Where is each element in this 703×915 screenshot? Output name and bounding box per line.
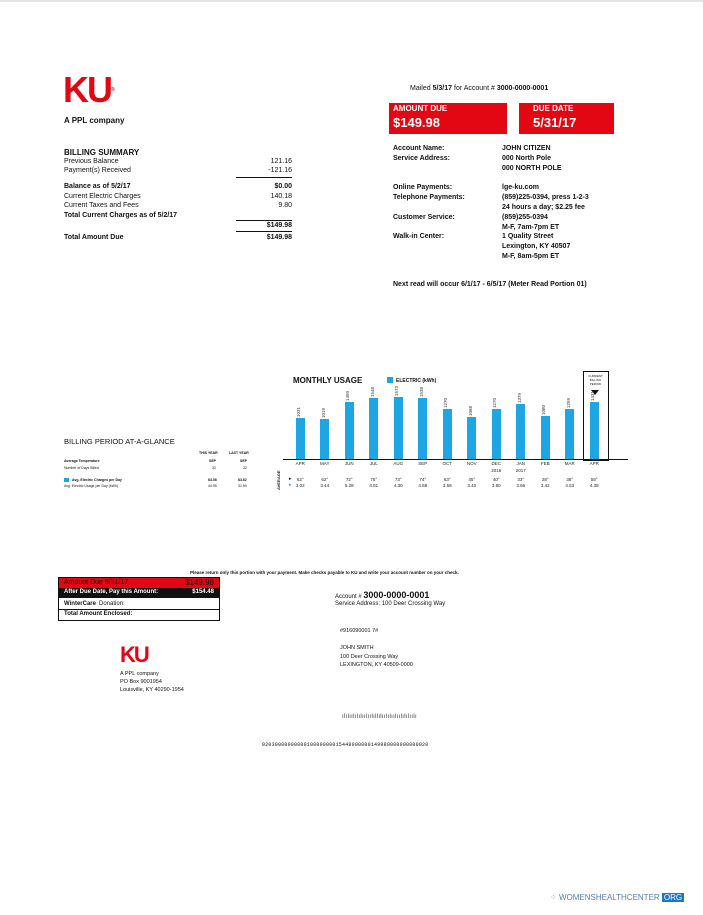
current-period-label: CURRENT BILLING PERIOD	[588, 374, 603, 386]
usage-per-day-value: 3.02	[295, 483, 305, 488]
temperature-value: 52°	[296, 477, 304, 482]
divider	[236, 231, 292, 232]
usage-bar-label: 1573	[394, 385, 400, 396]
tracking-number: #916090001 7#	[340, 628, 379, 634]
month-label: AUG	[393, 461, 404, 466]
due-date-value: 5/31/17	[533, 115, 577, 130]
watermark	[550, 893, 684, 902]
avg-charge-label: Avg. Electric Charges per Day	[72, 478, 122, 482]
telephone-payments-label: Telephone Payments:	[393, 194, 465, 201]
temperature-value: 74°	[419, 477, 427, 482]
online-payments-label: Online Payments:	[393, 184, 453, 191]
due-date-label: DUE DATE	[533, 104, 574, 113]
usage-bar	[541, 416, 550, 459]
avg-charge-last: $3.62	[238, 478, 247, 482]
return-company: A PPL company	[120, 671, 159, 677]
usage-per-day-row	[283, 483, 628, 489]
avg-temp-label: Average Temperature	[64, 459, 100, 463]
temperature-value: 73°	[394, 477, 402, 482]
wintercare-suffix: Donation:	[99, 601, 125, 607]
temperature-value: 72°	[345, 477, 353, 482]
usage-bar	[394, 397, 403, 459]
temperature-value: 40°	[492, 477, 500, 482]
month-label: DEC	[491, 461, 501, 466]
balance-label: Balance as of 5/2/17	[64, 183, 131, 190]
usage-bar	[296, 418, 305, 459]
previous-balance-value: 121.16	[270, 158, 292, 165]
usage-bar	[516, 404, 525, 459]
temperature-value: 75°	[370, 477, 378, 482]
stub-service-address: Service Address: 100 Deer Crossing Way	[335, 601, 446, 607]
dots-icon: ⁘	[550, 893, 557, 902]
balance-value: $0.00	[274, 183, 292, 190]
temperature-value: 63°	[443, 477, 451, 482]
usage-bar	[345, 402, 354, 459]
customer-name: JOHN SMITH	[340, 645, 374, 651]
account-name-label: Account Name:	[393, 145, 445, 152]
month-label: JUN	[344, 461, 354, 466]
total-due-label: Total Amount Due	[64, 234, 124, 241]
walkin-line3: M-F, 8am-5pm ET	[502, 253, 560, 260]
usage-per-day-value: 4.38	[589, 483, 599, 488]
logo-text: KU	[63, 69, 111, 110]
chart-title: MONTHLY USAGE	[293, 376, 363, 385]
account-name-value: JOHN CITIZEN	[502, 145, 551, 152]
total-due-value: $149.98	[266, 234, 292, 241]
for-account-label: for Account	[454, 85, 490, 92]
stub-account-number: 3000-0000-0001	[363, 590, 430, 600]
usage-bar-label: 1538	[418, 387, 424, 398]
usage-per-day-value: 5.28	[344, 483, 354, 488]
month-label: JAN	[516, 461, 525, 466]
taxes-label: Current Taxes and Fees	[64, 202, 139, 209]
usage-per-day-value: 4.53	[565, 483, 575, 488]
usage-chart	[283, 385, 628, 460]
days-this: 32	[212, 466, 216, 470]
usage-bar-label: 1019	[320, 407, 326, 418]
days-billed-label: Number of Days Billed	[64, 466, 99, 470]
temp-marker-icon: ▸	[289, 476, 292, 482]
walkin-label: Walk-in Center:	[393, 233, 445, 240]
return-po-box: PO Box 9001954	[120, 679, 162, 685]
walkin-line2: Lexington, KY 40507	[502, 243, 571, 250]
temperature-value: 38°	[566, 477, 574, 482]
customer-service-phone: (859)255-0394	[502, 214, 548, 221]
postal-barcode: ılılıılılılıılıılıllılıılılıılıılılılıılı	[342, 714, 417, 720]
col-this-sub: SEP	[209, 459, 217, 463]
total-enclosed-label: Total Amount Enclosed:	[64, 611, 133, 617]
month-label: SEP	[418, 461, 428, 466]
year-label: 2017	[515, 468, 526, 473]
month-axis	[283, 461, 628, 477]
ku-logo: KU®	[63, 69, 113, 110]
usage-per-day-value: 3.58	[442, 483, 452, 488]
after-due-value: $154.48	[192, 589, 214, 595]
telephone-payments-line1: (859)225-0394, press 1-2-3	[502, 194, 589, 201]
total-current-value: $149.98	[266, 222, 292, 229]
month-label: APR	[295, 461, 305, 466]
payments-value: -121.16	[268, 167, 292, 174]
charge-swatch	[64, 478, 69, 482]
usage-bar-label: 1548	[369, 386, 375, 397]
wintercare-label: WinterCare	[64, 601, 96, 607]
col-last-sub: SEP	[240, 459, 248, 463]
customer-service-hours: M-F, 7am-7pm ET	[502, 224, 560, 231]
month-label: FEB	[540, 461, 550, 466]
avg-usage-this: 44.95	[208, 484, 217, 488]
usage-per-day-value: 3.66	[516, 483, 526, 488]
usage-per-day-value: 4.30	[393, 483, 403, 488]
temperature-value: 33°	[517, 477, 525, 482]
payments-label: Payment(s) Received	[64, 167, 131, 174]
legend-label: ELECTRIC (kWh)	[396, 378, 437, 384]
scan-line: 0203000000000010000000015448000000149980000000000020	[262, 742, 429, 748]
chart-baseline	[283, 459, 628, 460]
avg-charge-this: $4.08	[208, 478, 217, 482]
col-this-year: THIS YEAR	[199, 451, 218, 455]
billing-summary-title: BILLING SUMMARY	[64, 148, 140, 157]
total-enclosed-row[interactable]	[59, 610, 219, 620]
amount-due-row	[59, 578, 219, 588]
usage-bar-label: 1450	[345, 390, 351, 401]
usage-bar-label: 1080	[541, 405, 547, 416]
average-side-label: AVERAGE	[276, 470, 281, 490]
usage-per-day-value: 3.40	[467, 483, 477, 488]
amount-due-label: AMOUNT DUE	[393, 104, 448, 113]
return-city: Louisville, KY 40290-1954	[120, 687, 184, 693]
usage-bar	[443, 409, 452, 459]
month-label: MAR	[564, 461, 575, 466]
temperature-value: 28°	[541, 477, 549, 482]
avg-usage-label: Avg. Electric Usage per Day (kWh)	[64, 484, 119, 488]
previous-balance-label: Previous Balance	[64, 158, 119, 165]
stub-amount-due-label: Amount Due 5/31/17	[64, 579, 129, 586]
stub-account-line	[335, 590, 429, 600]
usage-marker-icon: ▸	[289, 482, 292, 488]
stub-logo-text: KU	[120, 642, 148, 667]
telephone-payments-line2: 24 hours a day; $2.25 fee	[502, 204, 585, 211]
customer-address-line2: LEXINGTON, KY 40509-0000	[340, 662, 413, 668]
after-due-row	[59, 588, 219, 598]
month-label: MAY	[320, 461, 330, 466]
usage-bar-label: 1270	[492, 397, 498, 408]
usage-bar-label: 1259	[565, 398, 571, 409]
usage-bar-label: 1431	[590, 391, 596, 402]
usage-per-day-value: 4.68	[418, 483, 428, 488]
due-date-box	[519, 103, 614, 134]
service-address-line2: 000 NORTH POLE	[502, 165, 562, 172]
usage-bar-label: 1379	[516, 393, 522, 404]
amount-due-value: $149.98	[393, 115, 440, 130]
header-account-number: 3000-0000-0001	[496, 85, 549, 92]
electric-charges-value: 140.18	[270, 193, 292, 200]
legend-swatch	[387, 377, 393, 383]
stub-account-label: Account #	[335, 594, 362, 600]
tagline: A PPL company	[64, 116, 125, 125]
divider	[236, 177, 292, 178]
usage-per-day-value: 3.80	[491, 483, 501, 488]
month-label: APR	[589, 461, 599, 466]
divider	[236, 220, 292, 221]
taxes-value: 9.80	[278, 202, 292, 209]
col-last-year: LAST YEAR	[229, 451, 249, 455]
usage-bar	[467, 417, 476, 459]
customer-service-label: Customer Service:	[393, 214, 455, 221]
temperature-value: 62°	[321, 477, 329, 482]
watermark-suffix: ORG	[663, 893, 683, 902]
usage-bar	[590, 402, 599, 459]
stub-amount-due-value: $149.98	[185, 578, 214, 587]
temperature-value: 45°	[468, 477, 476, 482]
online-payments-link[interactable]: lge-ku.com	[502, 184, 539, 191]
mailed-line	[410, 85, 548, 92]
glance-title: BILLING PERIOD AT-A-GLANCE	[64, 437, 175, 446]
walkin-line1: 1 Quality Street	[502, 233, 554, 240]
stub-ku-logo	[120, 644, 148, 666]
avg-usage-last: 31.59	[238, 484, 247, 488]
usage-per-day-value: 4.81	[369, 483, 379, 488]
month-label: OCT	[442, 461, 452, 466]
after-due-label: After Due Date, Pay this Amount:	[64, 589, 159, 595]
usage-bar-label: 1068	[467, 405, 473, 416]
usage-bar	[418, 398, 427, 459]
month-label: JUL	[369, 461, 378, 466]
top-border	[0, 0, 703, 2]
usage-per-day-value: 3.42	[540, 483, 550, 488]
amount-due-box	[389, 103, 507, 134]
wintercare-row[interactable]	[59, 599, 219, 610]
service-address-label: Service Address:	[393, 155, 450, 162]
usage-bar-label: 1270	[443, 397, 449, 408]
watermark-text: WOMENSHEALTHCENTER	[558, 893, 660, 902]
usage-bar-label: 1031	[296, 407, 302, 418]
usage-per-day-value: 3.44	[320, 483, 330, 488]
mailed-label: Mailed	[410, 85, 431, 92]
days-last: 32	[243, 466, 247, 470]
usage-bar	[492, 409, 501, 459]
electric-charges-label: Current Electric Charges	[64, 193, 141, 200]
return-instructions: Please return only this portion with your payment. Make checks payable to KU and write your account number on your check.	[190, 570, 459, 575]
service-address-line1: 000 North Pole	[502, 155, 552, 162]
usage-bar	[369, 398, 378, 459]
month-label: NOV	[466, 461, 477, 466]
year-label: 2016	[491, 468, 502, 473]
customer-address-line1: 100 Deer Crossing Way	[340, 654, 399, 660]
usage-bar	[565, 409, 574, 459]
payment-form	[58, 577, 220, 621]
next-read-notice: Next read will occur 6/1/17 - 6/5/17 (Meter Read Portion 01)	[393, 281, 587, 288]
usage-bar	[320, 419, 329, 459]
total-current-label: Total Current Charges as of 5/2/17	[64, 212, 178, 219]
temperature-value: 55°	[590, 477, 598, 482]
account-hash: #	[490, 85, 495, 92]
mailed-date: 5/3/17	[432, 85, 453, 92]
